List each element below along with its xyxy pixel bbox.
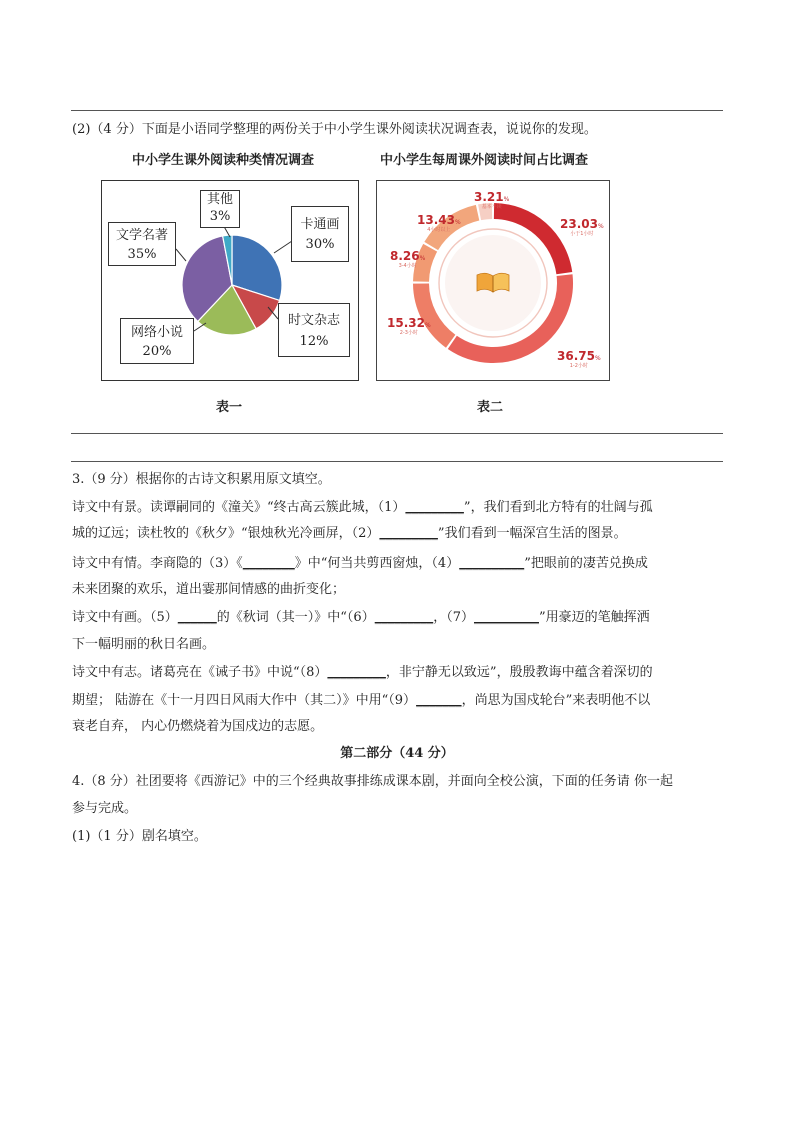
pie1-label-cartoon: 卡通画 30% xyxy=(291,206,349,262)
blank-5[interactable]: ______ xyxy=(177,610,217,625)
q3-line-4: 未来团聚的欢乐，道出霎那间情感的曲折变化； xyxy=(72,582,346,597)
q3-title: 3.（9 分）根据你的古诗文积累用原文填空。 xyxy=(72,472,331,487)
q3-line-6: 下一幅明丽的秋日名画。 xyxy=(72,637,216,652)
pie1-label-magazine: 时文杂志 12% xyxy=(278,303,350,357)
caption-table1: 表一 xyxy=(216,400,243,415)
answer-rule-2 xyxy=(71,461,723,462)
q4-sub-1: (1)（1 分）剧名填空。 xyxy=(72,829,207,844)
blank-9[interactable]: _______ xyxy=(416,693,462,708)
chart2-frame xyxy=(376,180,610,381)
blank-4[interactable]: __________ xyxy=(459,556,525,571)
blank-3[interactable]: ________ xyxy=(242,556,295,571)
blank-8[interactable]: _________ xyxy=(327,665,386,680)
blank-2[interactable]: _________ xyxy=(379,526,438,541)
pie1-label-classics: 文学名著 35% xyxy=(108,222,176,266)
donut-label-2to3: 15.32% 2-3小时 xyxy=(387,316,431,336)
q3-line-7: 诗文中有志。诸葛亮在《诫子书》中说“（8）_________，非宁静无以致远”，殷殷教诲中蕴含着深切的 xyxy=(72,665,653,680)
pie1-label-other: 其他 3% xyxy=(200,190,240,228)
pie1-leader-2 xyxy=(176,249,186,261)
book-icon xyxy=(477,273,509,292)
q3-line-1: 诗文中有景。读谭嗣同的《潼关》“终古高云簇此城，（1）_________”，我们看到北方特有的壮阔与孤 xyxy=(72,500,653,515)
donut-label-none: 3.21% 基本不读 xyxy=(474,190,510,210)
chart2-title: 中小学生每周课外阅读时间占比调查 xyxy=(380,153,589,168)
pie1-label-webnovel: 网络小说 20% xyxy=(120,318,194,364)
donut-label-4plus: 13.43% 4小时以上 xyxy=(417,213,461,233)
blank-1[interactable]: _________ xyxy=(405,500,464,515)
q3-line-8: 期望； 陆游在《十一月四日风雨大作中（其二）》中用“（9）_______，尚思为国戍轮台”来表明他不以 xyxy=(72,693,651,708)
q3-line-9: 衰老自弃， 内心仍燃烧着为国戍边的志愿。 xyxy=(72,719,324,734)
q3-line-3: 诗文中有情。李商隐的（3）《________》中“何当共剪西窗烛，（4）__________”把眼前的凄苦兑换成 xyxy=(72,556,648,571)
chart1-title: 中小学生课外阅读种类情况调查 xyxy=(132,153,315,168)
top-rule xyxy=(71,110,723,111)
q2-prompt: (2)（4 分）下面是小语同学整理的两份关于中小学生课外阅读状况调查表，说说你的发现。 xyxy=(72,122,597,137)
blank-6[interactable]: _________ xyxy=(374,610,434,625)
caption-table2: 表二 xyxy=(477,400,504,415)
donut-label-3to4: 8.26% 3-4小时 xyxy=(390,249,426,269)
pie1-leader-1 xyxy=(274,241,292,253)
q4-line-1: 4.（8 分）社团要将《西游记》中的三个经典故事排练成课本剧，并面向全校公演，下面的任务请 你一起 xyxy=(72,774,673,789)
answer-rule-1 xyxy=(71,433,723,434)
q3-line-2: 城的辽远；读杜牧的《秋夕》“银烛秋光冷画屏，（2）_________”我们看到一幅深宫生活的图景。 xyxy=(72,526,627,541)
q3-line-5: 诗文中有画。（5）______的《秋词（其一）》中“（6）_________，（7）__________”用豪迈的笔触挥洒 xyxy=(72,610,650,625)
part2-heading: 第二部分（44 分） xyxy=(340,746,454,761)
blank-7[interactable]: __________ xyxy=(473,610,539,625)
chart1-frame xyxy=(101,180,359,381)
donut-label-lt1: 23.03% 小于1小时 xyxy=(560,217,604,237)
donut-arc-5 xyxy=(480,211,492,212)
donut-label-1to2: 36.75% 1-2小时 xyxy=(557,349,601,369)
q4-line-2: 参与完成。 xyxy=(72,801,138,816)
